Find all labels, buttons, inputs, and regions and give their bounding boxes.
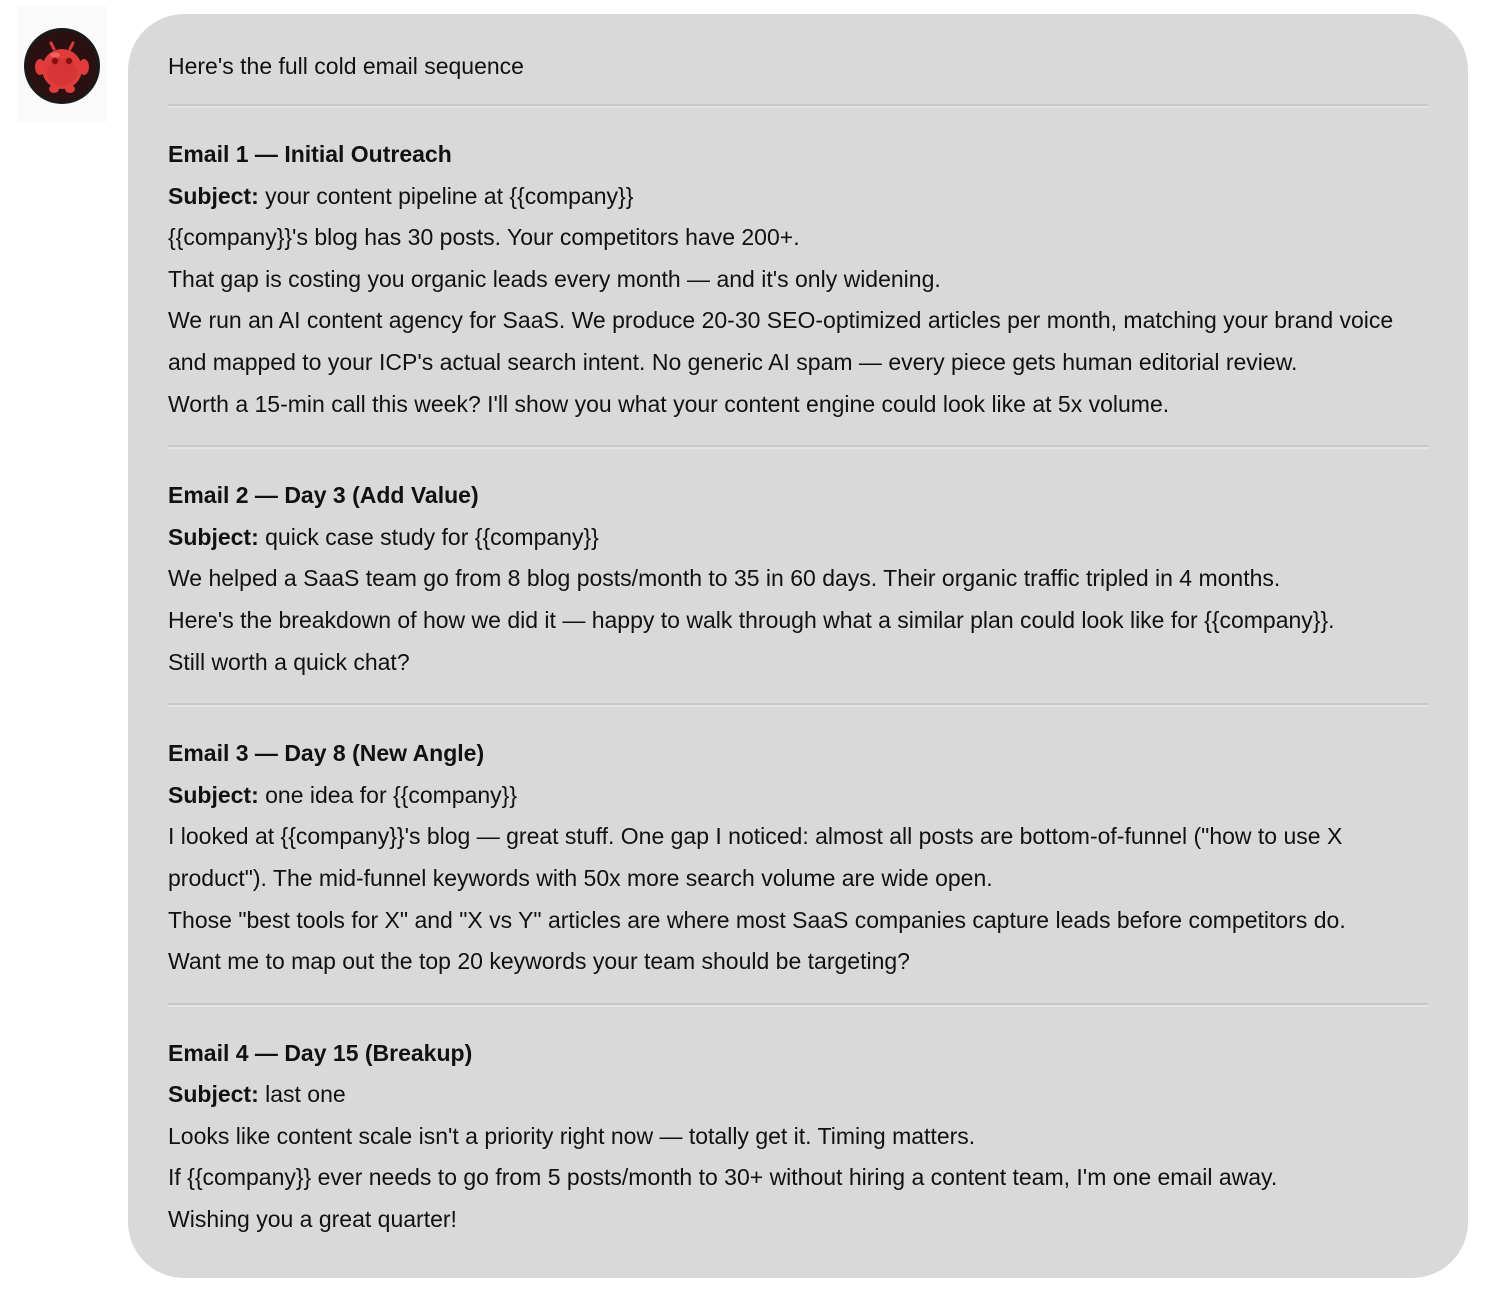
email-subject-line [168,775,1428,817]
divider [168,703,1428,707]
email-body-line: Those "best tools for X" and "X vs Y" articles are where most SaaS companies capture leads before competitors do. [168,906,1346,933]
email-heading: Email 2 — Day 3 (Add Value) [168,482,479,509]
assistant-message-bubble [128,14,1468,1278]
email-body-line: Wishing you a great quarter! [168,1206,457,1233]
email-body-line: Worth a 15-min call this week? I'll show you what your content engine could look like at 5x volume. [168,390,1170,417]
subject-label: Subject: [168,523,259,550]
subject-label: Subject: [168,781,259,808]
email-body-line: Here's the breakdown of how we did it — happy to walk through what a similar plan could look like for {{company}}. [168,606,1335,633]
email-heading: Email 4 — Day 15 (Breakup) [168,1039,473,1066]
email-subject-line [168,517,1428,559]
email-3 [168,733,1428,983]
email-body-line: I looked at {{company}}'s blog — great stuff. One gap I noticed: almost all posts are bottom-of-funnel ("how to use X product"). The mid-funnel keywords with 50x more search volume are wide open. [168,823,1343,891]
email-heading: Email 1 — Initial Outreach [168,141,452,167]
email-body-line: Still worth a quick chat? [168,648,410,675]
message-intro: Here's the full cold email sequence [168,53,524,79]
email-subject: quick case study for {{company}} [265,523,599,550]
email-4 [168,1033,1428,1241]
divider [168,104,1428,108]
divider [168,445,1428,449]
email-subject: your content pipeline at {{company}} [265,182,634,209]
email-body-line: Want me to map out the top 20 keywords your team should be targeting? [168,948,910,975]
email-body-line: If {{company}} ever needs to go from 5 posts/month to 30+ without hiring a content team, I'm one email away. [168,1164,1278,1191]
email-1 [168,134,1428,425]
email-body-line: We run an AI content agency for SaaS. We produce 20-30 SEO-optimized articles per month, matching your brand voice and mapped to your ICP's actual search intent. No generic AI spam — every piece gets human editorial review. [168,307,1394,375]
email-heading: Email 3 — Day 8 (New Angle) [168,740,485,767]
email-body-line: That gap is costing you organic leads every month — and it's only widening. [168,265,941,292]
email-body-line: Looks like content scale isn't a priority right now — totally get it. Timing matters. [168,1122,976,1149]
email-body-line: We helped a SaaS team go from 8 blog posts/month to 35 in 60 days. Their organic traffic tripled in 4 months. [168,565,1281,592]
email-subject: last one [265,1081,346,1108]
email-subject: one idea for {{company}} [265,781,518,808]
email-subject-line [168,1074,1428,1116]
email-2 [168,475,1428,683]
divider [168,1003,1428,1007]
avatar[interactable] [23,27,101,105]
email-subject-line [168,176,1428,218]
red-bug-mascot-icon [23,27,101,105]
subject-label: Subject: [168,182,259,209]
email-body-line: {{company}}'s blog has 30 posts. Your competitors have 200+. [168,224,800,251]
subject-label: Subject: [168,1081,259,1108]
